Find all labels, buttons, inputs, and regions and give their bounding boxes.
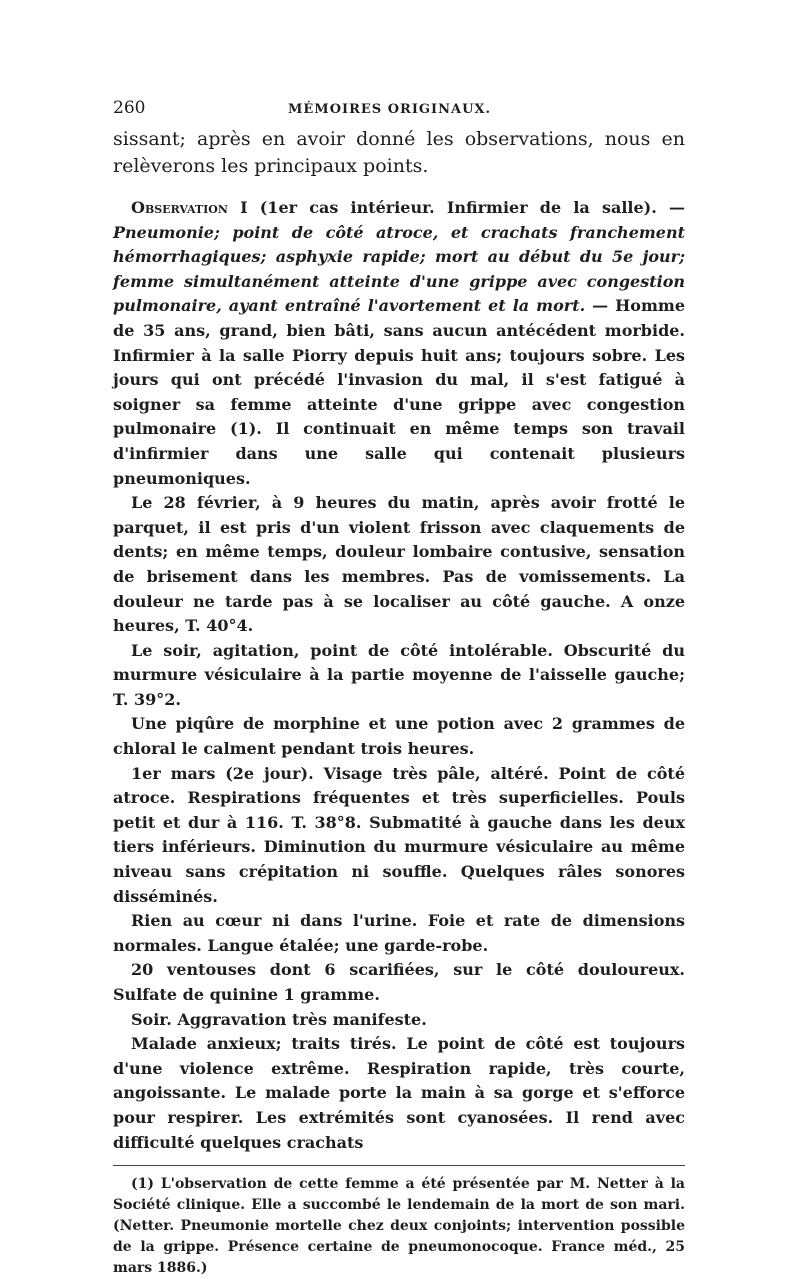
observation-block [113,196,685,1155]
running-title: MÉMOIRES ORIGINAUX. [288,102,492,117]
case-paragraph: Malade anxieux; traits tirés. Le point de côté est toujours d'une violence extrême. Respiration rapide, très courte, angoissante. Le malade porte la main à sa gorge et s'efforce pour respirer. Les extrémités sont cyanosées. Il rend avec difficulté quelques crachats [113,1034,685,1152]
case-paragraph: Soir. Aggravation très manifeste. [131,1009,427,1029]
case-paragraph: 20 ventouses dont 6 scarifiées, sur le côté douloureux. Sulfate de quinine 1 gramme. [113,960,685,1004]
observation-heading-paragraph [113,196,685,491]
observation-summary: Pneumonie; point de côté atroce, et crachats franchement hémorrhagiques; asphyxie rapide; mort au début du 5e jour; femme simultanément atteinte d'une grippe avec congestion pulmonaire, ayant entraîné l'avortement et la mort. [113,222,685,316]
case-paragraph: 1er mars (2e jour). Visage très pâle, altéré. Point de côté atroce. Respirations fréquentes et très superficielles. Pouls petit et dur à 116. T. 38°8. Submatité à gauche dans les deux tiers inférieurs. Diminution du murmure vésiculaire au même niveau sans crépitation ni souffle. Quelques râles sonores disséminés. [113,763,685,906]
document-page [113,98,685,1279]
observation-lead: — Homme de 35 ans, grand, bien bâti, sans aucun antécédent morbide. Infirmier à la salle Piorry depuis huit ans; toujours sobre. Les jours qui ont précédé l'invasion du mal, il s'est fatigué à soigner sa femme atteinte d'une grippe avec congestion pulmonaire (1). Il continuait en même temps son travail d'infirmier dans une salle qui contenait plusieurs pneumoniques. [113,296,686,488]
case-paragraph: Le soir, agitation, point de côté intolérable. Obscurité du murmure vésiculaire à la partie moyenne de l'aisselle gauche; T. 39°2. [113,640,685,709]
footnote-rule [113,1165,685,1166]
running-head [113,98,685,126]
observation-title: (1er cas intérieur. Infirmier de la salle). — [247,198,685,217]
page-number: 260 [113,98,146,118]
case-paragraph: Le 28 février, à 9 heures du matin, après avoir frotté le parquet, il est pris d'un violent frisson avec claquements de dents; en même temps, douleur lombaire contusive, sensation de brisement dans les membres. Pas de vomissements. La douleur ne tarde pas à se localiser au côté gauche. A onze heures, T. 40°4. [113,493,685,636]
case-paragraph: Rien au cœur ni dans l'urine. Foie et rate de dimensions normales. Langue étalée; une garde-robe. [113,911,685,955]
intro-paragraph: sissant; après en avoir donné les observations, nous en relèverons les principaux points. [113,128,685,177]
observation-label: Observation I [131,198,248,217]
case-paragraph: Une piqûre de morphine et une potion avec 2 grammes de chloral le calment pendant trois heures. [113,714,685,759]
footnote: (1) L'observation de cette femme a été présentée par M. Netter à la Société clinique. Elle a succombé le lendemain de la mort de son mari. (Netter. Pneumonie mortelle chez deux conjoints; intervention possible de la grippe. Présence certaine de pneumonocoque. France méd., 25 mars 1886.) [113,1176,685,1277]
